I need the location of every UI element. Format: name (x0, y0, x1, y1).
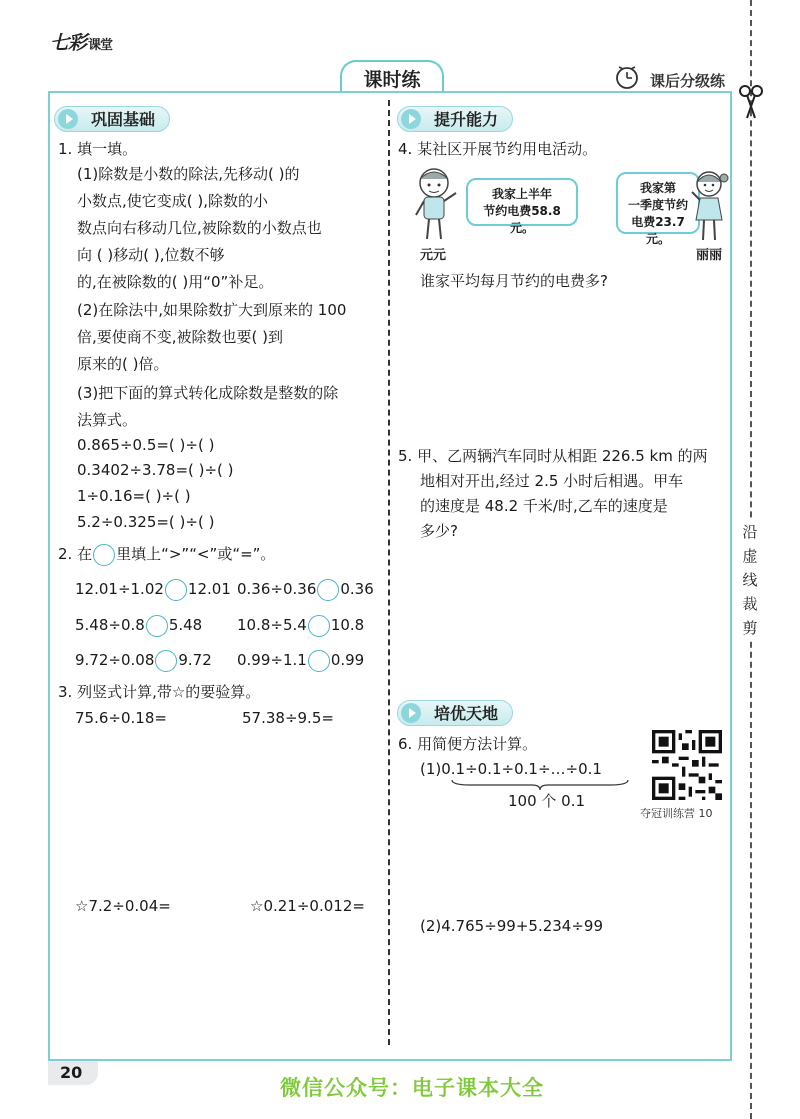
q1-expr: 0.3402÷3.78=( )÷( ) (77, 461, 234, 479)
section-ability-label: 提升能力 (434, 110, 499, 129)
answer-circle[interactable] (146, 615, 168, 637)
q2-head (58, 541, 275, 567)
play-icon (401, 109, 421, 129)
qr-label: 夺冠训练营 10 (640, 807, 713, 820)
q2-expr: 5.48÷0.8 (75, 616, 145, 634)
q2-expr: 10.8 (330, 616, 365, 634)
play-icon (401, 703, 421, 723)
q1-head: 1. 填一填。 (58, 140, 138, 158)
cut-char: 沿 (742, 523, 758, 541)
name-right: 丽丽 (696, 248, 723, 263)
q2-expr: 0.36 (340, 580, 374, 598)
q1-p1-line: 数点向右移动几位,被除数的小数点也 (77, 219, 322, 237)
q2-expr: 0.99÷1.1 (237, 651, 307, 669)
scissors-icon (737, 82, 765, 120)
q1-p3-line: 法算式。 (77, 411, 138, 429)
q2-row (75, 612, 202, 638)
q2-expr: 9.72÷0.08 (75, 651, 155, 669)
q5-line: 5. 甲、乙两辆汽车同时从相距 226.5 km 的两 (398, 447, 708, 465)
q1-p2-line: 倍,要使商不变,被除数也要( )到 (77, 328, 284, 346)
q2-head-post: 里填上“>”“<”或“=”。 (116, 545, 276, 563)
boy-illustration (410, 165, 462, 243)
q2-expr: 12.01÷1.02 (75, 580, 164, 598)
page-number: 20 (60, 1063, 83, 1082)
q1-p1-line: 向 ( )移动( ),位数不够 (77, 246, 225, 264)
q1-expr: 0.865÷0.5=( )÷( ) (77, 436, 215, 454)
clock-icon (614, 64, 640, 90)
q3-expr: ☆0.21÷0.012= (250, 897, 365, 915)
q1-expr: 1÷0.16=( )÷( ) (77, 487, 191, 505)
section-basic (54, 106, 170, 132)
brand-name: 七彩 (50, 32, 87, 54)
section-advanced-label: 培优天地 (434, 704, 499, 723)
q2-row (75, 576, 231, 602)
section-ability (397, 106, 513, 132)
q6-part1: (1)0.1÷0.1÷0.1÷…÷0.1 (420, 760, 602, 778)
name-left: 元元 (420, 248, 447, 263)
column-divider (388, 100, 390, 1045)
answer-circle[interactable] (308, 650, 330, 672)
speech-bubble-left: 我家上半年 节约电费58.8元。 (466, 178, 578, 226)
q1-p1-line: 小数点,使它变成( ),除数的小 (77, 192, 269, 210)
q5-line: 的速度是 48.2 千米/时,乙车的速度是 (420, 497, 668, 515)
qr-code[interactable] (652, 730, 722, 800)
q5-line: 地相对开出,经过 2.5 小时后相遇。甲车 (420, 472, 684, 490)
answer-circle[interactable] (165, 579, 187, 601)
q1-p3-line: (3)把下面的算式转化成除数是整数的除 (77, 384, 339, 402)
q2-row (237, 647, 364, 673)
q2-expr: 9.72 (178, 651, 212, 669)
q2-expr: 5.48 (168, 616, 203, 634)
cut-char: 线 (742, 571, 758, 589)
q1-expr: 5.2÷0.325=( )÷( ) (77, 513, 215, 531)
q1-p1-line: 的,在被除数的( )用“0”补足。 (77, 273, 274, 291)
answer-circle[interactable] (308, 615, 330, 637)
page-title: 课时练 (340, 60, 444, 98)
level-label: 课后分级练 (650, 72, 726, 90)
q2-expr: 0.36÷0.36 (237, 580, 317, 598)
q2-expr: 10.8÷5.4 (237, 616, 307, 634)
girl-illustration (688, 168, 730, 244)
q4-question: 谁家平均每月节约的电费多? (420, 272, 608, 290)
section-basic-label: 巩固基础 (91, 110, 156, 129)
q3-expr: 75.6÷0.18= (75, 709, 167, 727)
q3-expr: ☆7.2÷0.04= (75, 897, 171, 915)
q3-expr: 57.38÷9.5= (242, 709, 334, 727)
speech-bubble-right: 我家第 一季度节约 电费23.7元。 (616, 172, 700, 234)
q2-row (237, 612, 364, 638)
q2-expr: 0.99 (330, 651, 365, 669)
cut-instruction (737, 520, 763, 640)
q1-p2-line: 原来的( )倍。 (77, 355, 169, 373)
answer-circle[interactable] (93, 544, 115, 566)
q6-part2: (2)4.765÷99+5.234÷99 (420, 917, 604, 935)
footer-text: 微信公众号：电子课本大全 (280, 1076, 544, 1100)
answer-circle[interactable] (317, 579, 339, 601)
q2-row (75, 647, 212, 673)
q5-line: 多少? (420, 522, 458, 540)
brand-suffix: 课堂 (88, 38, 113, 53)
q3-head: 3. 列竖式计算,带☆的要验算。 (58, 683, 261, 701)
q2-row (237, 576, 374, 602)
brand-logo (50, 28, 112, 55)
q1-p1-line: (1)除数是小数的除法,先移动( )的 (77, 165, 300, 183)
q2-expr: 12.01 (187, 580, 231, 598)
play-icon (58, 109, 78, 129)
section-advanced (397, 700, 513, 726)
answer-circle[interactable] (155, 650, 177, 672)
q1-p2-line: (2)在除法中,如果除数扩大到原来的 100 (77, 301, 347, 319)
q6-brace-label: 100 个 0.1 (508, 792, 586, 810)
cut-char: 剪 (742, 619, 758, 637)
q6-head: 6. 用简便方法计算。 (398, 735, 538, 753)
cut-char: 虚 (742, 547, 758, 565)
q4-head: 4. 某社区开展节约用电活动。 (398, 140, 598, 158)
cut-char: 裁 (742, 595, 758, 613)
q2-head-pre: 2. 在 (58, 545, 93, 563)
